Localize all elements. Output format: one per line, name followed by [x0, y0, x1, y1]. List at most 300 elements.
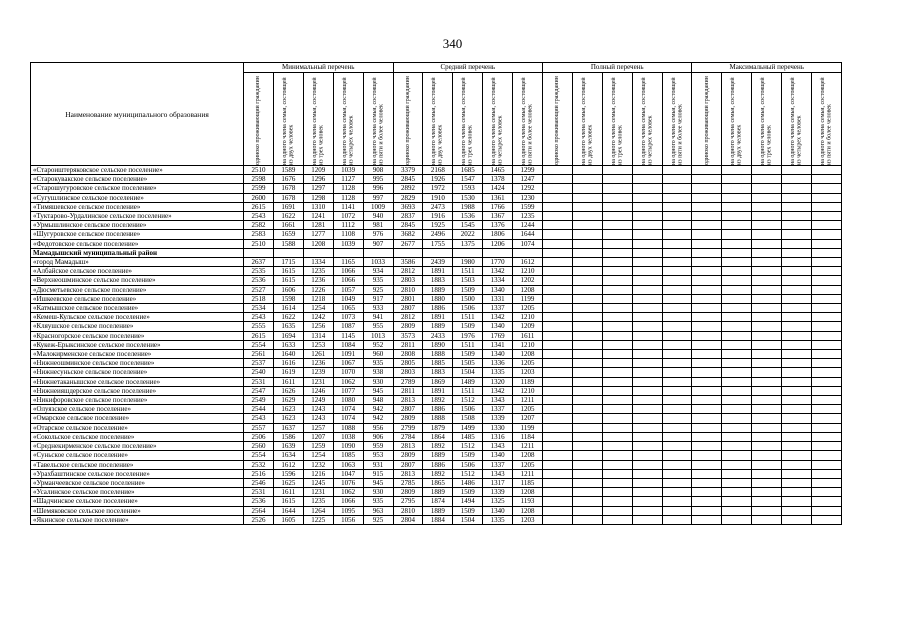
value-cell — [812, 506, 842, 515]
value-cell — [722, 322, 752, 331]
value-cell: 1593 — [453, 184, 483, 193]
value-cell — [543, 396, 573, 405]
value-cell: 1065 — [333, 304, 363, 313]
value-cell — [602, 442, 632, 451]
value-cell — [662, 359, 692, 368]
value-cell — [572, 515, 602, 524]
value-cell: 1334 — [483, 276, 513, 285]
value-cell: 1066 — [333, 497, 363, 506]
value-cell — [602, 359, 632, 368]
value-cell: 1216 — [303, 469, 333, 478]
value-cell — [632, 451, 662, 460]
value-cell — [543, 276, 573, 285]
value-cell — [632, 184, 662, 193]
value-cell — [722, 478, 752, 487]
value-cell: 1062 — [333, 488, 363, 497]
value-cell — [244, 248, 274, 257]
value-cell — [602, 350, 632, 359]
value-cell — [782, 276, 812, 285]
value-cell: 2837 — [393, 212, 423, 221]
value-cell: 1084 — [333, 340, 363, 349]
value-cell — [752, 276, 782, 285]
municipality-name: «Нижнетаканышское сельское поселение» — [31, 377, 244, 386]
value-cell: 931 — [363, 460, 393, 469]
value-cell — [602, 184, 632, 193]
value-cell — [752, 175, 782, 184]
value-cell — [632, 331, 662, 340]
value-cell: 1281 — [303, 221, 333, 230]
value-cell: 1049 — [333, 294, 363, 303]
value-cell — [812, 414, 842, 423]
value-cell: 1209 — [513, 322, 543, 331]
value-cell — [812, 166, 842, 175]
value-cell — [543, 350, 573, 359]
value-cell — [722, 506, 752, 515]
value-cell: 1889 — [423, 322, 453, 331]
value-cell — [543, 212, 573, 221]
value-cell — [782, 460, 812, 469]
value-cell — [662, 368, 692, 377]
value-cell: 1361 — [483, 193, 513, 202]
value-cell — [692, 414, 722, 423]
value-cell — [752, 230, 782, 239]
value-cell: 997 — [363, 193, 393, 202]
value-cell: 1596 — [273, 469, 303, 478]
value-cell: 1976 — [453, 331, 483, 340]
value-cell: 1325 — [483, 497, 513, 506]
value-cell: 1210 — [513, 340, 543, 349]
value-cell — [722, 313, 752, 322]
value-cell: 2510 — [244, 166, 274, 175]
value-cell: 1337 — [483, 405, 513, 414]
municipality-name: «Урманчеевское сельское поселение» — [31, 478, 244, 487]
value-cell — [572, 294, 602, 303]
page-number: 340 — [442, 36, 463, 51]
value-cell — [543, 359, 573, 368]
value-cell: 2810 — [393, 285, 423, 294]
value-cell: 1883 — [423, 368, 453, 377]
value-cell: 1087 — [333, 322, 363, 331]
value-cell: 1066 — [333, 267, 363, 276]
value-cell — [812, 331, 842, 340]
municipality-name: «Усалинское сельское поселение» — [31, 488, 244, 497]
value-cell: 1203 — [513, 515, 543, 524]
value-cell: 933 — [363, 304, 393, 313]
value-cell — [722, 377, 752, 386]
municipality-name: «Сокольское сельское поселение» — [31, 432, 244, 441]
value-cell — [662, 276, 692, 285]
value-cell: 1334 — [303, 258, 333, 267]
value-cell: 942 — [363, 405, 393, 414]
value-cell — [692, 340, 722, 349]
value-cell — [662, 294, 692, 303]
value-cell — [692, 322, 722, 331]
value-cell — [602, 460, 632, 469]
value-cell: 1033 — [363, 258, 393, 267]
value-cell: 1199 — [513, 423, 543, 432]
value-cell: 1505 — [453, 359, 483, 368]
value-cell: 1889 — [423, 506, 453, 515]
value-cell: 1644 — [273, 506, 303, 515]
table-row — [31, 377, 842, 386]
value-cell — [602, 193, 632, 202]
value-cell: 2812 — [393, 313, 423, 322]
table-row — [31, 506, 842, 515]
value-cell: 935 — [363, 359, 393, 368]
value-cell: 1367 — [483, 212, 513, 221]
municipality-name: «Малокирменское сельское поселение» — [31, 350, 244, 359]
subcolumn-header: на одного члена семьи, состоящей из четырех человек — [632, 73, 662, 166]
value-cell — [602, 313, 632, 322]
value-cell: 3693 — [393, 202, 423, 211]
value-cell: 942 — [363, 414, 393, 423]
value-cell: 1063 — [333, 460, 363, 469]
value-cell: 952 — [363, 340, 393, 349]
table-row — [31, 478, 842, 487]
value-cell — [632, 515, 662, 524]
value-cell — [812, 322, 842, 331]
value-cell — [662, 258, 692, 267]
value-cell — [543, 469, 573, 478]
value-cell — [543, 377, 573, 386]
value-cell — [782, 488, 812, 497]
subcolumn-header: одиноко проживающий гражданин — [692, 73, 722, 166]
value-cell: 1141 — [333, 202, 363, 211]
value-cell: 1208 — [513, 285, 543, 294]
value-cell: 1211 — [513, 396, 543, 405]
value-cell — [602, 202, 632, 211]
municipality-name: «Верхнеошминское сельское поселение» — [31, 276, 244, 285]
value-cell — [662, 166, 692, 175]
value-cell: 1299 — [513, 166, 543, 175]
value-cell: 1339 — [483, 488, 513, 497]
value-cell: 1511 — [453, 313, 483, 322]
value-cell: 2598 — [244, 175, 274, 184]
table-row — [31, 184, 842, 193]
value-cell: 2531 — [244, 488, 274, 497]
value-cell: 1337 — [483, 304, 513, 313]
value-cell: 1231 — [303, 377, 333, 386]
value-cell: 1242 — [303, 313, 333, 322]
table-row — [31, 515, 842, 524]
value-cell — [363, 248, 393, 257]
value-cell — [632, 478, 662, 487]
value-cell — [752, 488, 782, 497]
value-cell: 1254 — [303, 451, 333, 460]
municipality-name: «Шемяковское сельское поселение» — [31, 506, 244, 515]
value-cell — [543, 460, 573, 469]
value-cell: 956 — [363, 423, 393, 432]
value-cell: 1547 — [453, 175, 483, 184]
value-cell: 1128 — [333, 184, 363, 193]
value-cell — [572, 267, 602, 276]
value-cell: 1211 — [513, 442, 543, 451]
value-cell — [662, 304, 692, 313]
value-cell — [632, 276, 662, 285]
value-cell — [722, 248, 752, 257]
municipality-name: «Старокувакское сельское поселение» — [31, 175, 244, 184]
value-cell: 1077 — [333, 386, 363, 395]
value-cell — [543, 322, 573, 331]
table-row — [31, 193, 842, 202]
value-cell: 1085 — [333, 451, 363, 460]
value-cell — [812, 193, 842, 202]
value-cell: 1874 — [423, 497, 453, 506]
value-cell — [572, 304, 602, 313]
value-cell: 1211 — [513, 469, 543, 478]
value-cell — [602, 221, 632, 230]
value-cell: 1193 — [513, 497, 543, 506]
value-cell: 1884 — [423, 515, 453, 524]
value-cell — [662, 442, 692, 451]
value-cell: 1331 — [483, 294, 513, 303]
table-row — [31, 304, 842, 313]
value-cell — [782, 294, 812, 303]
value-cell — [692, 221, 722, 230]
subcolumn-header: на одного члена семьи, состоящей из четырех человек — [483, 73, 513, 166]
table-row — [31, 386, 842, 395]
value-cell: 2543 — [244, 414, 274, 423]
value-cell — [632, 340, 662, 349]
value-cell: 1886 — [423, 304, 453, 313]
value-cell: 1988 — [453, 202, 483, 211]
value-cell: 1885 — [423, 359, 453, 368]
value-cell: 2540 — [244, 368, 274, 377]
value-cell: 2583 — [244, 230, 274, 239]
value-cell — [812, 497, 842, 506]
value-cell — [692, 304, 722, 313]
value-cell: 2810 — [393, 506, 423, 515]
value-cell: 1879 — [423, 423, 453, 432]
value-cell: 1888 — [423, 350, 453, 359]
value-cell — [722, 239, 752, 248]
value-cell — [662, 451, 692, 460]
value-cell — [662, 175, 692, 184]
value-cell: 959 — [363, 442, 393, 451]
value-cell: 3573 — [393, 331, 423, 340]
value-cell: 3586 — [393, 258, 423, 267]
table-row — [31, 212, 842, 221]
value-cell — [752, 184, 782, 193]
municipality-name: «Урмышлинское сельское поселение» — [31, 221, 244, 230]
value-cell — [782, 442, 812, 451]
table-row — [31, 396, 842, 405]
municipality-name: «Шугуровское сельское поселение» — [31, 230, 244, 239]
value-cell — [692, 478, 722, 487]
value-cell — [782, 396, 812, 405]
value-cell — [752, 285, 782, 294]
value-cell — [572, 285, 602, 294]
value-cell: 2518 — [244, 294, 274, 303]
table-row — [31, 442, 842, 451]
value-cell: 1013 — [363, 331, 393, 340]
value-cell — [812, 202, 842, 211]
value-cell: 1340 — [483, 451, 513, 460]
value-cell — [602, 212, 632, 221]
value-cell: 1243 — [303, 405, 333, 414]
value-cell — [722, 451, 752, 460]
value-cell — [662, 515, 692, 524]
value-cell: 1253 — [303, 340, 333, 349]
value-cell — [782, 386, 812, 395]
value-cell — [602, 469, 632, 478]
value-cell: 2805 — [393, 359, 423, 368]
value-cell — [662, 469, 692, 478]
value-cell — [632, 460, 662, 469]
value-cell — [632, 322, 662, 331]
subcolumn-header: на одного члена семьи, состоящей из четырех человек — [782, 73, 812, 166]
value-cell: 1499 — [453, 423, 483, 432]
value-cell: 1598 — [273, 294, 303, 303]
value-cell: 1072 — [333, 212, 363, 221]
value-cell: 1039 — [333, 239, 363, 248]
value-cell — [782, 359, 812, 368]
value-cell — [632, 423, 662, 432]
value-cell — [632, 202, 662, 211]
value-cell: 1235 — [303, 267, 333, 276]
value-cell — [812, 184, 842, 193]
value-cell — [812, 230, 842, 239]
value-cell — [782, 432, 812, 441]
value-cell: 1659 — [273, 230, 303, 239]
value-cell: 1009 — [363, 202, 393, 211]
value-cell — [662, 350, 692, 359]
subcolumn-header: на одного члена семьи, состоящей из пяти и более человек — [662, 73, 692, 166]
value-cell: 1926 — [423, 175, 453, 184]
value-cell — [722, 423, 752, 432]
value-cell: 1611 — [273, 377, 303, 386]
value-cell: 2811 — [393, 340, 423, 349]
value-cell — [812, 175, 842, 184]
value-cell — [632, 377, 662, 386]
value-cell — [692, 276, 722, 285]
value-cell — [692, 377, 722, 386]
table-row — [31, 432, 842, 441]
table-row — [31, 322, 842, 331]
value-cell — [722, 166, 752, 175]
table-row — [31, 276, 842, 285]
municipality-name: «Сугушлинское сельское поселение» — [31, 193, 244, 202]
value-cell — [782, 184, 812, 193]
value-cell: 1074 — [333, 405, 363, 414]
value-cell: 2799 — [393, 423, 423, 432]
value-cell — [543, 451, 573, 460]
value-cell — [543, 432, 573, 441]
value-cell — [812, 478, 842, 487]
value-cell — [812, 285, 842, 294]
value-cell — [812, 386, 842, 395]
value-cell: 1340 — [483, 285, 513, 294]
value-cell: 1108 — [333, 230, 363, 239]
value-cell: 1500 — [453, 294, 483, 303]
value-cell: 960 — [363, 350, 393, 359]
value-cell — [572, 276, 602, 285]
value-cell: 2809 — [393, 414, 423, 423]
value-cell — [722, 304, 752, 313]
value-cell — [662, 313, 692, 322]
value-cell: 1259 — [303, 442, 333, 451]
value-cell — [572, 166, 602, 175]
value-cell: 1536 — [453, 212, 483, 221]
value-cell — [602, 414, 632, 423]
value-cell — [632, 350, 662, 359]
value-cell: 1203 — [513, 368, 543, 377]
value-cell: 1511 — [453, 267, 483, 276]
municipality-name: «Федотовское сельское поселение» — [31, 239, 244, 248]
value-cell: 2544 — [244, 405, 274, 414]
value-cell: 1231 — [303, 488, 333, 497]
value-cell: 2561 — [244, 350, 274, 359]
table-row — [31, 248, 842, 257]
value-cell: 2546 — [244, 478, 274, 487]
value-cell: 2813 — [393, 442, 423, 451]
value-cell — [812, 350, 842, 359]
value-cell: 1128 — [333, 193, 363, 202]
value-cell: 1494 — [453, 497, 483, 506]
value-cell: 945 — [363, 386, 393, 395]
value-cell: 1185 — [513, 478, 543, 487]
value-cell — [722, 221, 752, 230]
value-cell: 1869 — [423, 377, 453, 386]
value-cell — [812, 451, 842, 460]
value-cell — [752, 432, 782, 441]
value-cell — [543, 313, 573, 322]
value-cell — [692, 451, 722, 460]
value-cell: 1485 — [453, 432, 483, 441]
value-cell: 1588 — [273, 239, 303, 248]
name-column-header: Наименование муниципального образования — [31, 63, 244, 166]
value-cell: 1257 — [303, 423, 333, 432]
municipality-name: «Среднекирменское сельское поселение» — [31, 442, 244, 451]
table-row — [31, 423, 842, 432]
municipality-name: «Никифоровское сельское поселение» — [31, 396, 244, 405]
value-cell: 1589 — [273, 166, 303, 175]
value-cell — [722, 488, 752, 497]
value-cell: 1769 — [483, 331, 513, 340]
value-cell — [273, 248, 303, 257]
value-cell — [572, 432, 602, 441]
value-cell — [782, 221, 812, 230]
value-cell: 1236 — [303, 359, 333, 368]
value-cell: 1205 — [513, 405, 543, 414]
value-cell — [602, 515, 632, 524]
value-cell: 1340 — [483, 322, 513, 331]
value-cell — [722, 460, 752, 469]
value-cell: 1972 — [423, 184, 453, 193]
value-cell — [752, 304, 782, 313]
value-cell: 1888 — [423, 414, 453, 423]
value-cell — [662, 184, 692, 193]
subcolumn-header: на одного члена семьи, состоящей из двух человек — [572, 73, 602, 166]
value-cell: 1925 — [423, 221, 453, 230]
value-cell — [752, 248, 782, 257]
value-cell: 1342 — [483, 313, 513, 322]
value-cell: 1112 — [333, 221, 363, 230]
value-cell: 1145 — [333, 331, 363, 340]
value-cell: 1980 — [453, 258, 483, 267]
value-cell — [692, 212, 722, 221]
value-cell — [662, 386, 692, 395]
value-cell — [812, 258, 842, 267]
value-cell: 1892 — [423, 396, 453, 405]
value-cell: 2599 — [244, 184, 274, 193]
value-cell: 1612 — [273, 460, 303, 469]
value-cell — [692, 258, 722, 267]
value-cell: 1892 — [423, 442, 453, 451]
value-cell — [632, 285, 662, 294]
value-cell — [662, 340, 692, 349]
value-cell — [543, 202, 573, 211]
